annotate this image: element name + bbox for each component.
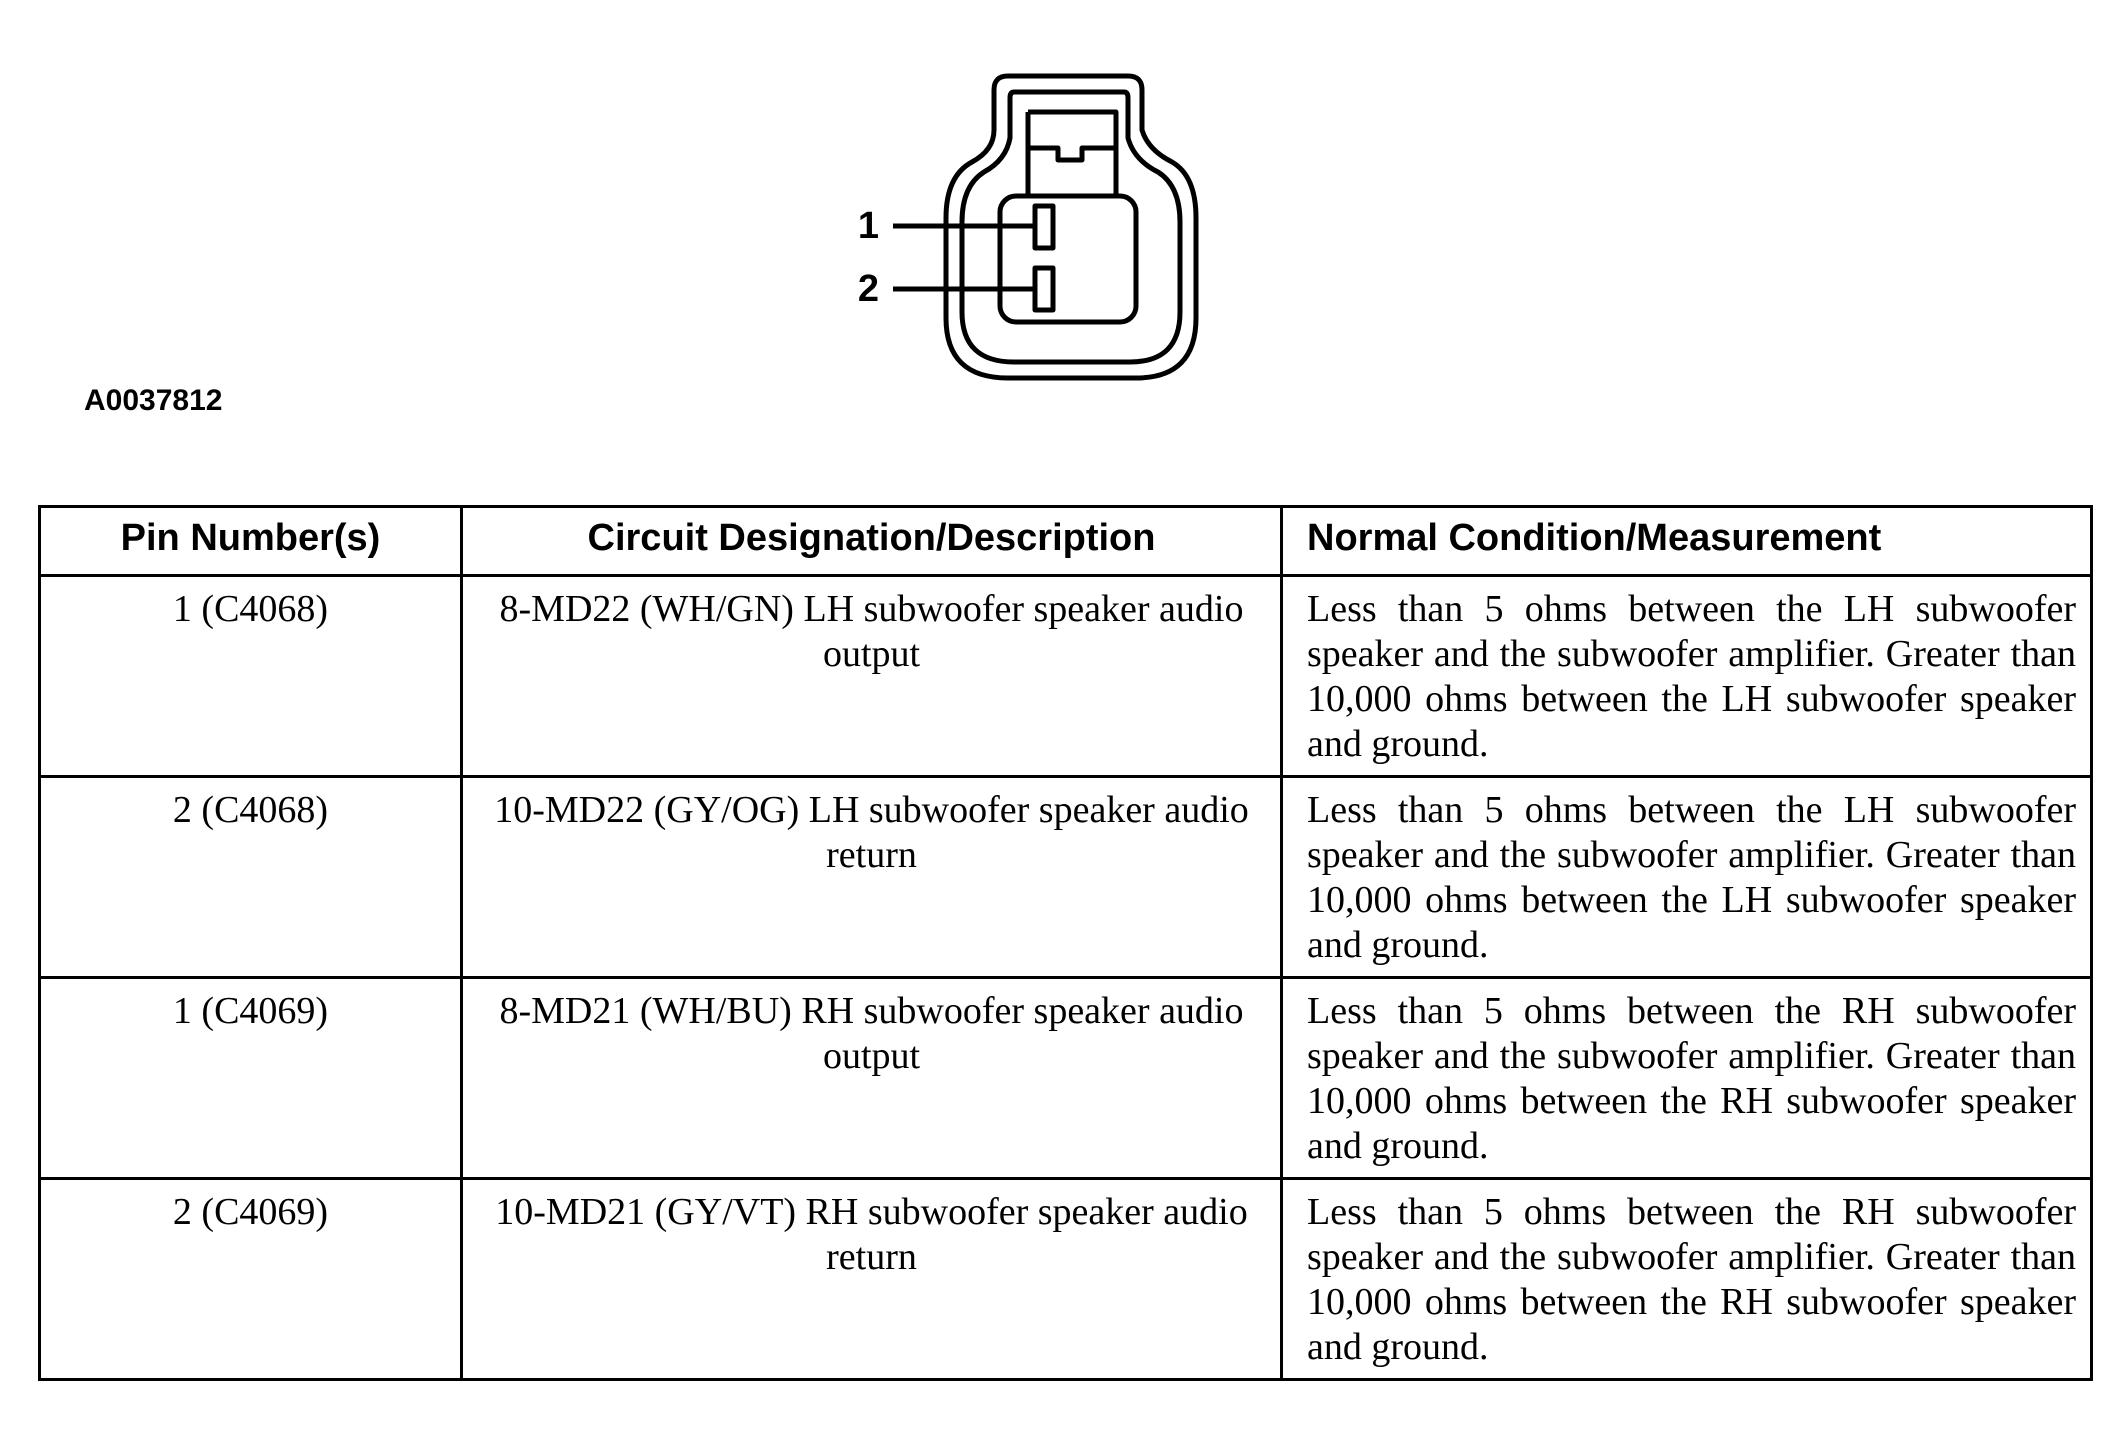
header-circuit: Circuit Designation/Description — [462, 507, 1282, 576]
table-row — [40, 576, 2092, 777]
locking-tab-notch — [1028, 148, 1116, 160]
cell-pin: 1 (C4068) — [40, 576, 462, 777]
cell-pin: 1 (C4069) — [40, 978, 462, 1179]
table-row — [40, 978, 2092, 1179]
pin-2-terminal — [1035, 268, 1053, 310]
cell-measurement: Less than 5 ohms between the LH subwoofer speaker and the subwoofer amplifier. Greater than 10,000 ohms between the LH subwoofer speaker and ground. — [1282, 777, 2092, 978]
pin-cavity-block — [1000, 196, 1136, 322]
table-header-row — [40, 507, 2092, 576]
pin-2-label: 2 — [857, 268, 879, 310]
figure-id: A0037812 — [84, 384, 223, 417]
table-row — [40, 777, 2092, 978]
pin-1-label: 1 — [857, 205, 879, 247]
cell-measurement: Less than 5 ohms between the RH subwoofer speaker and the subwoofer amplifier. Greater than 10,000 ohms between the RH subwoofer speaker and ground. — [1282, 1179, 2092, 1380]
cell-circuit: 10-MD21 (GY/VT) RH subwoofer speaker audio return — [462, 1179, 1282, 1380]
pin-1-terminal — [1035, 206, 1053, 248]
locking-tab — [1028, 112, 1116, 196]
cell-pin: 2 (C4069) — [40, 1179, 462, 1380]
cell-measurement: Less than 5 ohms between the LH subwoofer speaker and the subwoofer amplifier. Greater than 10,000 ohms between the LH subwoofer speaker and ground. — [1282, 576, 2092, 777]
cell-pin: 2 (C4068) — [40, 777, 462, 978]
table-row — [40, 1179, 2092, 1380]
header-measurement: Normal Condition/Measurement — [1282, 507, 2092, 576]
cell-circuit: 8-MD22 (WH/GN) LH subwoofer speaker audio output — [462, 576, 1282, 777]
cell-measurement: Less than 5 ohms between the RH subwoofer speaker and the subwoofer amplifier. Greater than 10,000 ohms between the RH subwoofer speaker and ground. — [1282, 978, 2092, 1179]
connector-diagram — [0, 0, 2124, 420]
header-pin-number: Pin Number(s) — [40, 507, 462, 576]
cell-circuit: 10-MD22 (GY/OG) LH subwoofer speaker audio return — [462, 777, 1282, 978]
cell-circuit: 8-MD21 (WH/BU) RH subwoofer speaker audio output — [462, 978, 1282, 1179]
pin-chart-table — [38, 505, 2093, 1381]
